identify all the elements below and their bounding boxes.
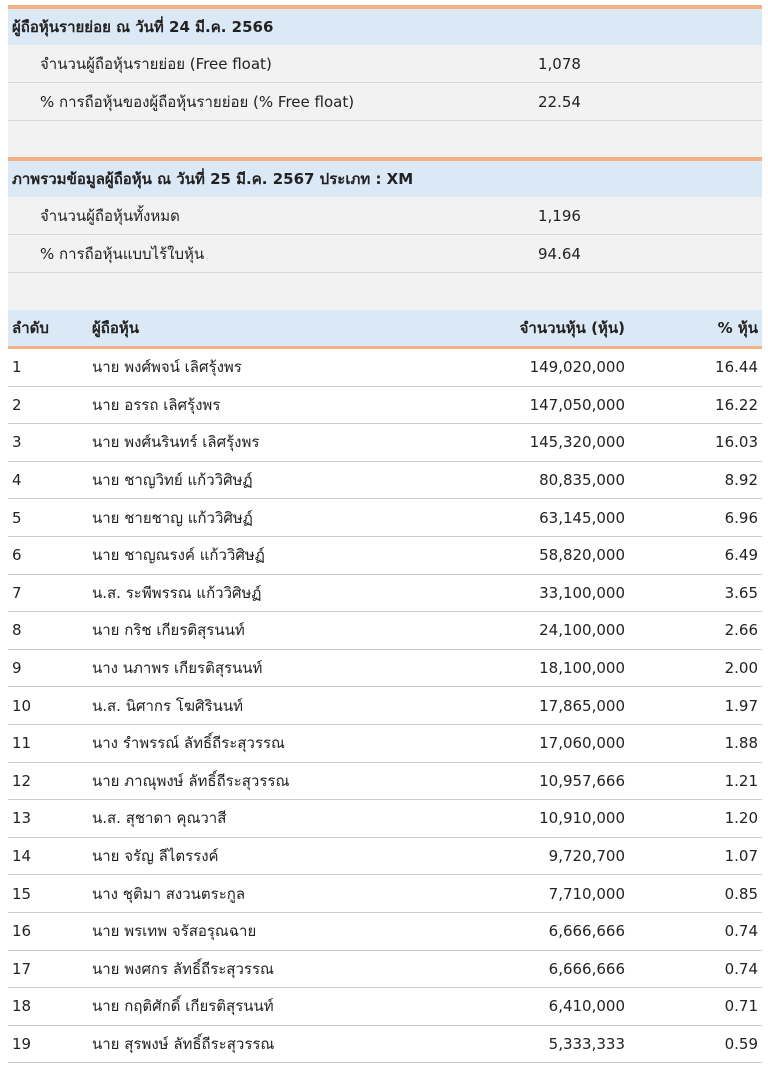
row-rank: 9 [12,659,22,678]
row-name: นาย ชาญณรงค์ แก้ววิศิษฏ์ [92,546,265,565]
row-percent: 1.21 [724,771,758,790]
row-percent: 3.65 [724,583,758,602]
scripless-percent-row [8,235,762,273]
row-rank: 7 [12,583,22,602]
row-name: นาย อรรถ เลิศรุ้งพร [92,395,221,414]
row-shares: 10,957,666 [539,771,625,790]
row-rank: 4 [12,471,22,490]
info-value: 22.54 [538,92,581,111]
row-shares: 58,820,000 [539,546,625,565]
row-name: นาย ชาญวิทย์ แก้ววิศิษฏ์ [92,471,253,490]
row-name: นาย ชายชาญ แก้ววิศิษฏ์ [92,508,253,527]
info-label: จำนวนผู้ถือหุ้นทั้งหมด [40,206,180,225]
row-shares: 9,720,700 [548,847,625,866]
free-float-title: ผู้ถือหุ้นรายย่อย ณ วันที่ 24 มี.ค. 2566 [8,9,762,45]
row-percent: 1.20 [724,809,758,828]
row-name: นาย พงศกร ลัทธิ์ถีระสุวรรณ [92,959,274,978]
row-shares: 10,910,000 [539,809,625,828]
row-shares: 63,145,000 [539,508,625,527]
row-rank: 12 [12,771,32,790]
row-shares: 24,100,000 [539,621,625,640]
table-row [8,424,762,462]
table-row [8,875,762,913]
row-rank: 17 [12,959,32,978]
row-shares: 5,333,333 [548,1034,625,1053]
table-row [8,687,762,725]
row-percent: 8.92 [724,471,758,490]
row-shares: 145,320,000 [529,433,625,452]
row-percent: 0.71 [724,997,758,1016]
row-shares: 147,050,000 [529,395,625,414]
info-value: 1,196 [538,206,581,225]
info-label: % การถือหุ้นแบบไร้ใบหุ้น [40,244,205,263]
table-row [8,575,762,613]
column-header-rank: ลำดับ [12,319,49,337]
table-row [8,650,762,688]
row-rank: 3 [12,433,22,452]
row-name: นาย กริช เกียรติสุรนนท์ [92,621,245,640]
row-rank: 2 [12,395,22,414]
row-rank: 15 [12,884,32,903]
free-float-count-row [8,45,762,83]
row-percent: 2.66 [724,621,758,640]
row-rank: 16 [12,922,32,941]
table-row [8,1026,762,1064]
row-name: นาย พงศ์พจน์ เลิศรุ้งพร [92,358,242,377]
row-shares: 6,666,666 [548,959,625,978]
row-rank: 8 [12,621,22,640]
table-row [8,913,762,951]
shareholder-table-body [8,349,762,1063]
row-shares: 80,835,000 [539,471,625,490]
shareholder-table-header [8,310,762,349]
row-rank: 10 [12,696,32,715]
row-percent: 16.44 [715,358,758,377]
row-percent: 0.85 [724,884,758,903]
table-row [8,800,762,838]
row-rank: 14 [12,847,32,866]
total-holders-row [8,197,762,235]
row-name: นาย พรเทพ จรัสอรุณฉาย [92,922,257,941]
row-name: นาย พงศ์นรินทร์ เลิศรุ้งพร [92,433,260,452]
row-percent: 0.74 [724,959,758,978]
table-row [8,763,762,801]
row-rank: 11 [12,734,32,753]
column-header-percent: % หุ้น [717,319,758,337]
row-percent: 0.74 [724,922,758,941]
row-percent: 6.49 [724,546,758,565]
row-name: น.ส. สุชาดา คุณวาสี [92,809,227,828]
row-name: นาย ภาณุพงษ์ ลัทธิ์ถีระสุวรรณ [92,771,290,790]
row-percent: 2.00 [724,659,758,678]
overview-title: ภาพรวมข้อมูลผู้ถือหุ้น ณ วันที่ 25 มี.ค. 2567 ประเภท : XM [8,161,762,197]
table-row [8,838,762,876]
table-row [8,725,762,763]
row-name: น.ส. นิศากร โฆศิรินนท์ [92,696,243,715]
free-float-percent-row [8,83,762,121]
row-name: นาง ชุติมา สงวนตระกูล [92,884,246,903]
row-rank: 19 [12,1034,32,1053]
row-name: น.ส. ระพีพรรณ แก้ววิศิษฏ์ [92,583,262,602]
table-row [8,537,762,575]
table-row [8,499,762,537]
shareholder-report [8,0,762,1063]
row-percent: 6.96 [724,508,758,527]
row-percent: 16.22 [715,395,758,414]
row-shares: 18,100,000 [539,659,625,678]
row-shares: 6,666,666 [548,922,625,941]
info-value: 1,078 [538,54,581,73]
row-shares: 6,410,000 [548,997,625,1016]
row-rank: 13 [12,809,32,828]
table-row [8,462,762,500]
row-percent: 1.88 [724,734,758,753]
table-row [8,951,762,989]
info-label: % การถือหุ้นของผู้ถือหุ้นรายย่อย (% Free float) [40,92,355,111]
row-shares: 33,100,000 [539,583,625,602]
row-percent: 1.97 [724,696,758,715]
row-name: นาง รำพรรณ์ ลัทธิ์ถีระสุวรรณ [92,734,285,753]
row-name: นาย จรัญ ลีไตรรงค์ [92,847,219,866]
row-rank: 6 [12,546,22,565]
section-spacer [8,273,762,310]
info-label: จำนวนผู้ถือหุ้นรายย่อย (Free float) [40,54,272,73]
row-rank: 18 [12,997,32,1016]
column-header-name: ผู้ถือหุ้น [92,319,140,337]
row-shares: 7,710,000 [548,884,625,903]
row-percent: 1.07 [724,847,758,866]
row-percent: 0.59 [724,1034,758,1053]
table-row [8,988,762,1026]
column-header-shares: จำนวนหุ้น (หุ้น) [519,319,625,337]
table-row [8,612,762,650]
info-value: 94.64 [538,244,581,263]
table-row [8,387,762,425]
row-name: นาย กฤติศักดิ์ เกียรติสุรนนท์ [92,997,274,1016]
row-name: นาง นภาพร เกียรติสุรนนท์ [92,659,263,678]
row-percent: 16.03 [715,433,758,452]
row-rank: 5 [12,508,22,527]
row-shares: 17,060,000 [539,734,625,753]
row-rank: 1 [12,358,22,377]
section-spacer [8,121,762,157]
row-shares: 17,865,000 [539,696,625,715]
table-row [8,349,762,387]
row-shares: 149,020,000 [529,358,625,377]
row-name: นาย สุรพงษ์ ลัทธิ์ถีระสุวรรณ [92,1034,275,1053]
